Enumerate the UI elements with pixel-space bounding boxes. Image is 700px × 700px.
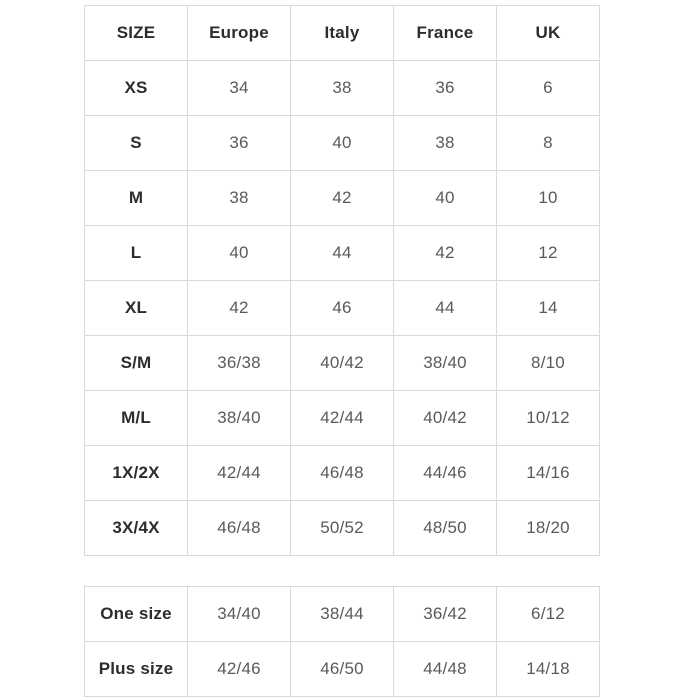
size-label: S: [85, 116, 188, 171]
table-row: [85, 281, 600, 336]
size-value: 40: [291, 116, 394, 171]
size-value: 8/10: [497, 336, 600, 391]
table-row: [85, 336, 600, 391]
size-label: Plus size: [85, 642, 188, 697]
size-label: S/M: [85, 336, 188, 391]
size-value: 42/46: [188, 642, 291, 697]
size-value: 38/40: [394, 336, 497, 391]
size-value: 40/42: [291, 336, 394, 391]
size-label: M: [85, 171, 188, 226]
table-row: [85, 501, 600, 556]
size-value: 44/48: [394, 642, 497, 697]
size-value: 10: [497, 171, 600, 226]
table-row: [85, 116, 600, 171]
size-value: 18/20: [497, 501, 600, 556]
column-header: Italy: [291, 6, 394, 61]
size-value: 40: [394, 171, 497, 226]
size-value: 38: [394, 116, 497, 171]
size-value: 14: [497, 281, 600, 336]
table-row: [85, 171, 600, 226]
size-value: 40/42: [394, 391, 497, 446]
size-value: 42: [394, 226, 497, 281]
size-value: 14/16: [497, 446, 600, 501]
size-value: 42: [188, 281, 291, 336]
size-value: 40: [188, 226, 291, 281]
size-value: 42: [291, 171, 394, 226]
size-value: 38/44: [291, 587, 394, 642]
column-header: France: [394, 6, 497, 61]
size-value: 8: [497, 116, 600, 171]
size-value: 44: [394, 281, 497, 336]
size-label: XS: [85, 61, 188, 116]
size-value: 46: [291, 281, 394, 336]
size-conversion-table: [84, 5, 600, 556]
size-label: M/L: [85, 391, 188, 446]
size-value: 50/52: [291, 501, 394, 556]
size-value: 10/12: [497, 391, 600, 446]
size-label: One size: [85, 587, 188, 642]
size-value: 12: [497, 226, 600, 281]
table-row: [85, 61, 600, 116]
size-value: 34/40: [188, 587, 291, 642]
column-header: Europe: [188, 6, 291, 61]
size-label: L: [85, 226, 188, 281]
table-row: [85, 642, 600, 697]
size-value: 6/12: [497, 587, 600, 642]
size-value: 38: [291, 61, 394, 116]
size-value: 34: [188, 61, 291, 116]
size-value: 36: [394, 61, 497, 116]
size-value: 42/44: [188, 446, 291, 501]
size-value: 14/18: [497, 642, 600, 697]
size-value: 42/44: [291, 391, 394, 446]
table-row: [85, 446, 600, 501]
size-value: 46/50: [291, 642, 394, 697]
size-value: 38: [188, 171, 291, 226]
size-value: 46/48: [291, 446, 394, 501]
table-row: [85, 587, 600, 642]
column-header: UK: [497, 6, 600, 61]
size-value: 36/42: [394, 587, 497, 642]
table-row: [85, 226, 600, 281]
size-value: 38/40: [188, 391, 291, 446]
size-label: 1X/2X: [85, 446, 188, 501]
one-size-plus-size-table: [84, 586, 600, 697]
size-label: XL: [85, 281, 188, 336]
size-value: 46/48: [188, 501, 291, 556]
table-row: [85, 391, 600, 446]
header-row: [85, 6, 600, 61]
size-label: 3X/4X: [85, 501, 188, 556]
size-value: 36/38: [188, 336, 291, 391]
size-value: 44/46: [394, 446, 497, 501]
column-header: SIZE: [85, 6, 188, 61]
size-value: 44: [291, 226, 394, 281]
size-value: 36: [188, 116, 291, 171]
size-value: 48/50: [394, 501, 497, 556]
size-value: 6: [497, 61, 600, 116]
